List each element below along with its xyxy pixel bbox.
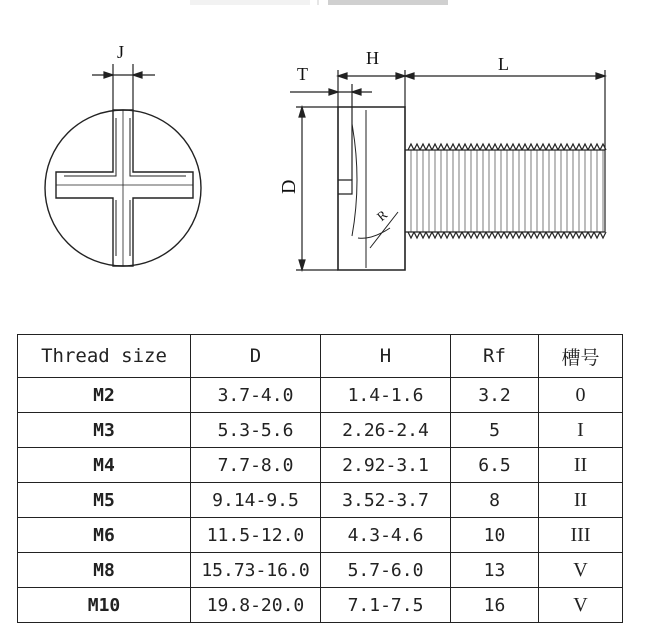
cell-thread-size: M5 xyxy=(18,483,191,518)
cell-d-range: 15.73-16.0 xyxy=(191,553,321,588)
cell-d-range: 9.14-9.5 xyxy=(191,483,321,518)
thread-crest xyxy=(582,144,588,150)
thread-crest xyxy=(522,232,528,238)
thread-crest xyxy=(534,232,540,238)
cell-h-range: 7.1-7.5 xyxy=(321,588,451,623)
thread-crest xyxy=(468,144,474,150)
thread-crest xyxy=(588,232,594,238)
cell-slot-number: II xyxy=(539,483,623,518)
thread-crest xyxy=(414,232,420,238)
header-d: D xyxy=(191,335,321,378)
cell-h-range: 3.52-3.7 xyxy=(321,483,451,518)
label-j: J xyxy=(117,42,125,62)
thread-crest xyxy=(468,232,474,238)
cell-h-range: 2.92-3.1 xyxy=(321,448,451,483)
table-row xyxy=(18,518,623,553)
cell-thread-size: M8 xyxy=(18,553,191,588)
thread-crest xyxy=(438,144,444,150)
thread-crest xyxy=(444,144,450,150)
cell-slot-number: V xyxy=(539,588,623,623)
cell-h-range: 4.3-4.6 xyxy=(321,518,451,553)
d-dimension xyxy=(296,107,338,270)
thread-crest xyxy=(420,232,426,238)
table-row xyxy=(18,553,623,588)
thread-crest xyxy=(450,232,456,238)
cell-rf-value: 10 xyxy=(451,518,539,553)
cell-rf-value: 13 xyxy=(451,553,539,588)
thread-crest xyxy=(510,232,516,238)
thread-crest xyxy=(486,232,492,238)
cell-d-range: 5.3-5.6 xyxy=(191,413,321,448)
thread-crest xyxy=(546,232,552,238)
thread-crest xyxy=(486,144,492,150)
cell-slot-number: 0 xyxy=(539,378,623,413)
cell-rf-value: 5 xyxy=(451,413,539,448)
l-dimension xyxy=(405,70,605,150)
cell-slot-number: II xyxy=(539,448,623,483)
cell-thread-size: M4 xyxy=(18,448,191,483)
thread-crest xyxy=(576,232,582,238)
cell-rf-value: 8 xyxy=(451,483,539,518)
thread-crest xyxy=(450,144,456,150)
thread-crest xyxy=(570,232,576,238)
thread-crest xyxy=(588,144,594,150)
thread-crest xyxy=(582,232,588,238)
label-l: L xyxy=(498,54,509,74)
header-h: H xyxy=(321,335,451,378)
cell-rf-value: 16 xyxy=(451,588,539,623)
label-t: T xyxy=(297,64,308,84)
thread-crest xyxy=(528,232,534,238)
thread-crest xyxy=(492,144,498,150)
thread-crest xyxy=(498,144,504,150)
thread-crest xyxy=(528,144,534,150)
thread-crest xyxy=(426,144,432,150)
thread-crest xyxy=(534,144,540,150)
thread-crest xyxy=(456,232,462,238)
thread-crest xyxy=(564,232,570,238)
cell-d-range: 3.7-4.0 xyxy=(191,378,321,413)
cell-d-range: 11.5-12.0 xyxy=(191,518,321,553)
thread-crest xyxy=(516,144,522,150)
table-row xyxy=(18,483,623,518)
cell-thread-size: M2 xyxy=(18,378,191,413)
thread-crest xyxy=(540,144,546,150)
cell-thread-size: M6 xyxy=(18,518,191,553)
j-dimension xyxy=(92,64,155,110)
thread-crest xyxy=(558,232,564,238)
thread-crest xyxy=(540,232,546,238)
cell-rf-value: 6.5 xyxy=(451,448,539,483)
cell-h-range: 1.4-1.6 xyxy=(321,378,451,413)
label-h: H xyxy=(366,48,379,68)
thread-crest xyxy=(552,144,558,150)
cell-slot-number: V xyxy=(539,553,623,588)
cell-h-range: 2.26-2.4 xyxy=(321,413,451,448)
table-row xyxy=(18,448,623,483)
thread-crest xyxy=(414,144,420,150)
table-row xyxy=(18,588,623,623)
thread-crest xyxy=(504,144,510,150)
thread-crest xyxy=(594,232,600,238)
header-thread-size: Thread size xyxy=(18,335,191,378)
thread-crest xyxy=(432,232,438,238)
thread-crest xyxy=(456,144,462,150)
table-header-row xyxy=(18,335,623,378)
screw-side-view xyxy=(338,107,405,270)
thread-crest xyxy=(594,144,600,150)
thread-crest xyxy=(480,144,486,150)
thread-crest xyxy=(546,144,552,150)
head-top-view xyxy=(45,110,201,266)
thread-crest xyxy=(438,232,444,238)
thread-crest xyxy=(576,144,582,150)
cell-h-range: 5.7-6.0 xyxy=(321,553,451,588)
label-d: D xyxy=(278,179,300,194)
thread-crest xyxy=(474,144,480,150)
thread-crest xyxy=(426,232,432,238)
thread-crest xyxy=(516,232,522,238)
thread-crest xyxy=(558,144,564,150)
thread-crest xyxy=(600,232,606,238)
thread-crest xyxy=(474,232,480,238)
label-r: R xyxy=(373,206,391,224)
thread-crest xyxy=(408,144,414,150)
thread-crest xyxy=(498,232,504,238)
threaded-shank xyxy=(405,144,606,238)
thread-crest xyxy=(564,144,570,150)
header-slot-number: 槽号 xyxy=(539,335,623,378)
cell-thread-size: M10 xyxy=(18,588,191,623)
thread-crest xyxy=(462,144,468,150)
thread-crest xyxy=(570,144,576,150)
thread-crest xyxy=(444,232,450,238)
table-row xyxy=(18,413,623,448)
thread-crest xyxy=(552,232,558,238)
screw-technical-drawing xyxy=(0,0,645,300)
thread-crest xyxy=(480,232,486,238)
thread-crest xyxy=(522,144,528,150)
thread-crest xyxy=(432,144,438,150)
thread-crest xyxy=(408,232,414,238)
cell-d-range: 19.8-20.0 xyxy=(191,588,321,623)
thread-crest xyxy=(504,232,510,238)
thread-crest xyxy=(420,144,426,150)
cell-slot-number: I xyxy=(539,413,623,448)
cell-d-range: 7.7-8.0 xyxy=(191,448,321,483)
thread-crest xyxy=(492,232,498,238)
h-dimension xyxy=(338,70,405,107)
thread-crest xyxy=(462,232,468,238)
cell-rf-value: 3.2 xyxy=(451,378,539,413)
cell-slot-number: III xyxy=(539,518,623,553)
thread-spec-table xyxy=(17,334,623,623)
cell-thread-size: M3 xyxy=(18,413,191,448)
table-row xyxy=(18,378,623,413)
thread-crest xyxy=(510,144,516,150)
header-rf: Rf xyxy=(451,335,539,378)
